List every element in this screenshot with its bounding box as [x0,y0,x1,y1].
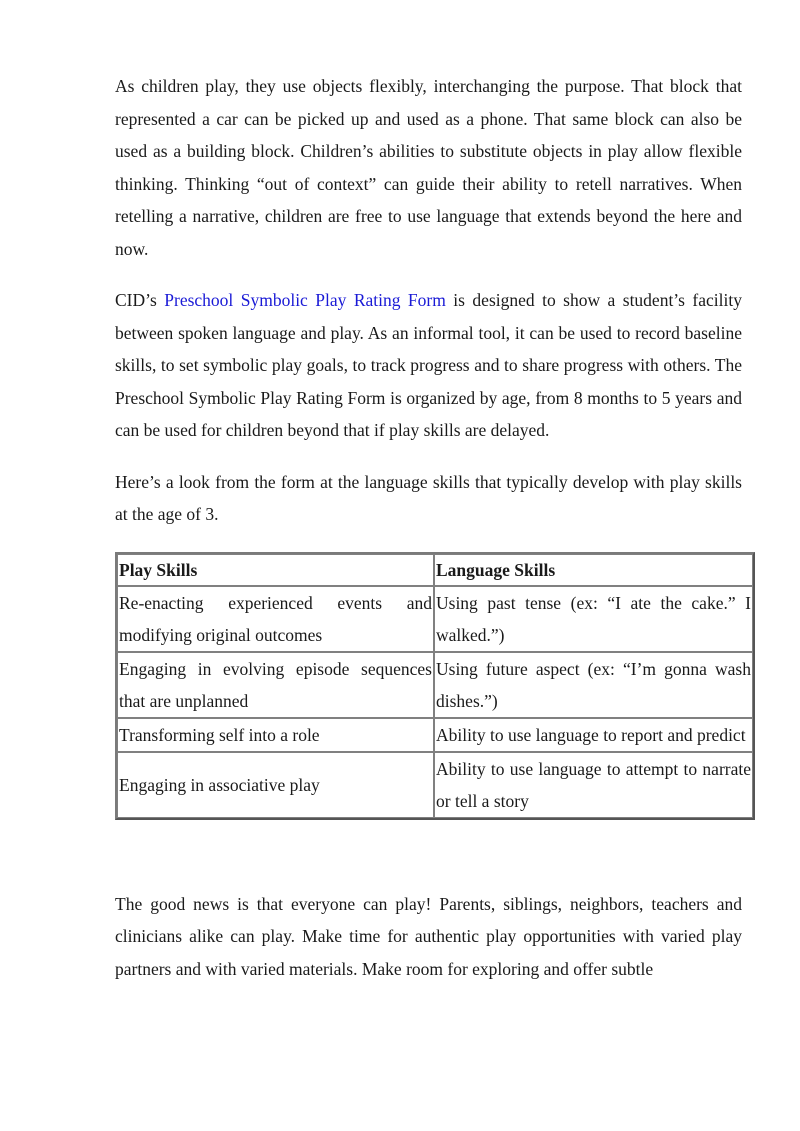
skills-table [115,552,755,820]
header-play-skills: Play Skills [117,554,434,586]
play-skill-cell: Re-enacting experienced events and modifying original outcomes [117,586,434,652]
language-skill-cell: Ability to use language to attempt to narrate or tell a story [434,752,753,818]
language-skill-cell: Using past tense (ex: “I ate the cake.” I walked.”) [434,586,753,652]
paragraph-table-intro: Here’s a look from the form at the language skills that typically develop with play skills at the age of 3. [115,471,742,524]
skills-table-container [115,552,751,820]
language-skill-cell: Ability to use language to report and predict [434,718,753,752]
play-skill-cell: Engaging in evolving episode sequences that are unplanned [117,652,434,718]
table-row [117,718,753,752]
play-skill-cell: Engaging in associative play [117,752,434,818]
document-page [115,70,751,985]
rating-form-link[interactable]: Preschool Symbolic Play Rating Form [164,290,446,310]
table-row [117,652,753,718]
paragraph-rating-form-prefix: CID’s [115,290,165,310]
paragraph-rating-form [115,284,742,447]
paragraph-everyone-can-play: The good news is that everyone can play! Parents, siblings, neighbors, teachers and clinicians alike can play. Make time for authentic play opportunities with varied play partners and with varied materials. Make room for exploring and offer subtle [115,893,742,979]
play-skill-cell: Transforming self into a role [117,718,434,752]
paragraph-object-substitution: As children play, they use objects flexibly, interchanging the purpose. That block that represented a car can be picked up and used as a phone. That same block can also be used as a building block. Children’s abilities to substitute objects in play allow flexible thinking. Thinking “out of context” can guide their ability to retell narratives. When retelling a narrative, children are free to use language that extends beyond the here and now. [115,76,742,259]
language-skill-cell: Using future aspect (ex: “I’m gonna wash dishes.”) [434,652,753,718]
table-header-row [117,554,753,586]
header-language-skills: Language Skills [434,554,753,586]
paragraph-rating-form-suffix: is designed to show a student’s facility between spoken language and play. As an informal tool, it can be used to record baseline skills, to set symbolic play goals, to track progress and to share progress with others. The Preschool Symbolic Play Rating Form is organized by age, from 8 months to 5 years and can be used for children beyond that if play skills are delayed. [115,290,742,440]
table-row [117,752,753,818]
table-row [117,586,753,652]
